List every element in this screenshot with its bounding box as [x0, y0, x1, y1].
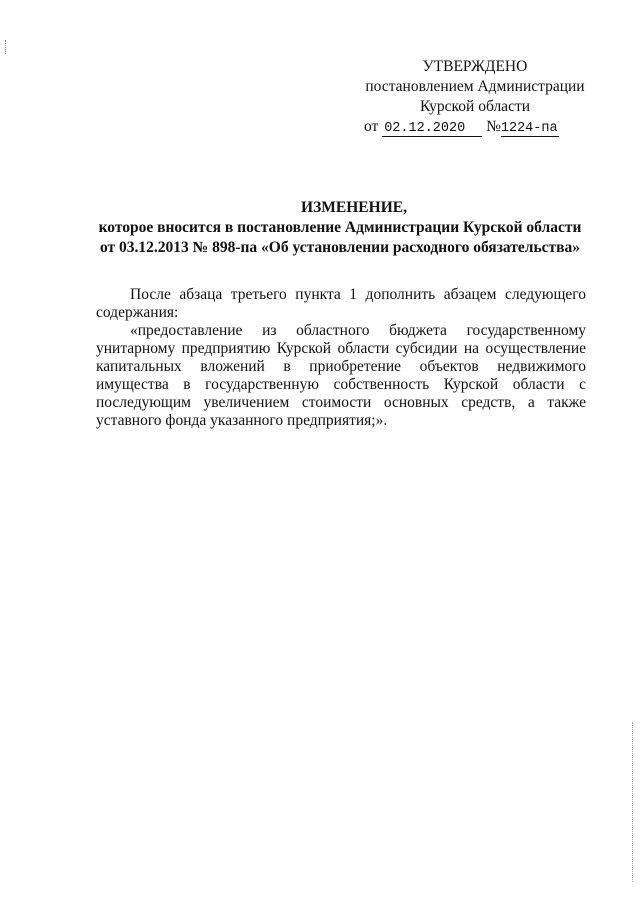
- approval-stamp: [350, 57, 600, 137]
- number-prefix: №: [486, 118, 501, 135]
- scan-edge-mark: [632, 722, 634, 882]
- approval-region: Курской области: [419, 98, 531, 115]
- body-paragraph-intro: После абзаца третьего пункта 1 дополнить абзацем следующего содержания:: [96, 286, 586, 321]
- approval-number: 1224-па: [500, 121, 558, 136]
- approval-date: 02.12.2020: [382, 121, 482, 137]
- body-paragraph-amendment: «предоставление из областного бюджета государственному унитарному предприятию Курской области субсидии на осуществление капитальных вложений в приобретение объектов недвижимого имущества в государственную собственность Курской области с последующим увеличением стоимости основных средств, а также уставного фонда указанного предприятия;».: [96, 322, 586, 429]
- title-heading: ИЗМЕНЕНИЕ,: [301, 199, 407, 216]
- approval-issuer: постановлением Администрации: [365, 78, 585, 95]
- document-title: [80, 198, 600, 258]
- approval-date-number: [350, 117, 600, 137]
- date-prefix: от: [364, 118, 379, 135]
- document-body: [96, 286, 586, 430]
- title-reference: от 03.12.2013 № 898-па «Об установлении расходного обязательства»: [99, 239, 581, 256]
- title-subject: которое вносится в постановление Администрации Курской области: [98, 219, 582, 236]
- scan-margin-mark: [5, 40, 7, 54]
- approval-title: УТВЕРЖДЕНО: [422, 58, 528, 75]
